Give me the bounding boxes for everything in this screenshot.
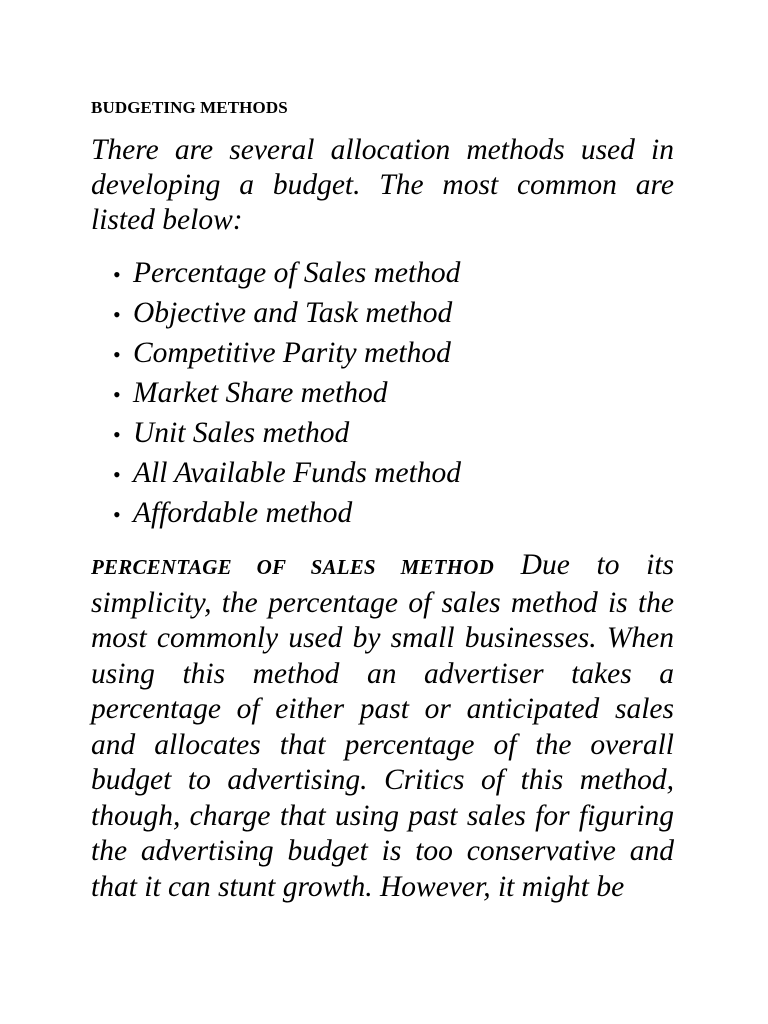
list-item-text: Percentage of Sales method <box>133 257 461 289</box>
bullet-icon: • <box>113 502 121 527</box>
intro-paragraph: There are several allocation methods used in developing a budget. The most common are listed below: <box>91 134 674 236</box>
paragraph-text: Due to its simplicity, the percentage of sales method is the most commonly used by small businesses. When using this method an advertiser takes a percentage of either past or anticipated sales and allocates that percentage of the overall budget to advertising. Critics of this method, though, charge that using past sales for figuring the advertising budget is too conservative and that it can stunt growth. However, it might be <box>91 549 675 903</box>
bullet-icon: • <box>113 462 121 487</box>
methods-list <box>91 254 674 534</box>
bullet-icon: • <box>113 262 121 287</box>
list-item <box>113 334 674 374</box>
bullet-icon: • <box>113 382 121 407</box>
list-item-text: Unit Sales method <box>133 417 350 449</box>
bullet-icon: • <box>113 302 121 327</box>
list-item-text: All Available Funds method <box>133 457 462 489</box>
list-item-text: Affordable method <box>133 497 353 529</box>
body-paragraph <box>91 548 674 905</box>
list-item <box>113 414 674 454</box>
list-item-text: Competitive Parity method <box>133 337 451 369</box>
list-item <box>113 254 674 294</box>
paragraph-lead-in: PERCENTAGE OF SALES METHOD <box>91 555 494 579</box>
list-item <box>113 374 674 414</box>
list-item <box>113 494 674 534</box>
list-item-text: Market Share method <box>133 377 388 409</box>
bullet-icon: • <box>113 422 121 447</box>
bullet-icon: • <box>113 342 121 367</box>
section-heading: BUDGETING METHODS <box>91 98 288 117</box>
list-item <box>113 454 674 494</box>
document-page <box>91 96 674 905</box>
list-item <box>113 294 674 334</box>
list-item-text: Objective and Task method <box>133 297 453 329</box>
